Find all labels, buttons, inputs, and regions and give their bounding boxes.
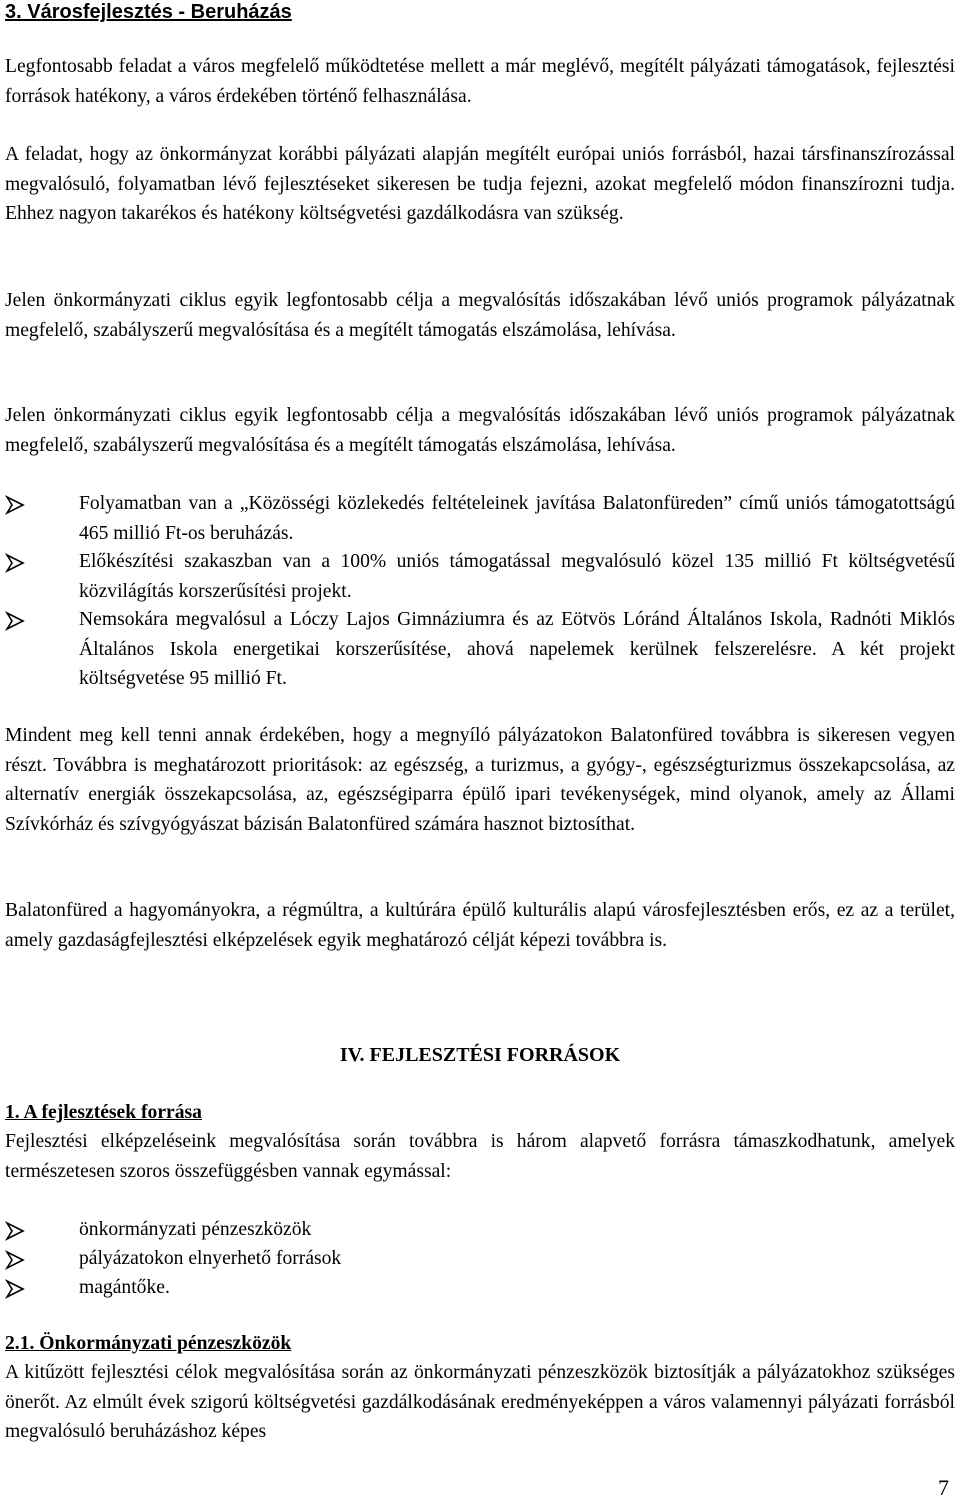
chapter-title: IV. FEJLESZTÉSI FORRÁSOK [339, 1044, 621, 1066]
page-number: 7 [938, 1475, 949, 1500]
arrowhead-bullet-icon [5, 1215, 25, 1245]
paragraph-5: Mindent meg kell tenni annak érdekében, hogy a megnyíló pályázatokon Balatonfüred továbbra is sikeresen vegyen részt. Továbbra is meghatározott prioritások: az egészség, a turizmus, a gyógy-, egészségturizmus összekapcsolása, az alternatív energiák összekapcsolása, az, egészségiparra épülő ipari tevékenységek, mind olyanok, amely az Állami Szívkórház és szívgyógyászat bázisán Balatonfüred számára hasznot biztosíthat. [5, 725, 955, 835]
project-text: Előkészítési szakaszban van a 100% uniós támogatással megvalósuló közel 135 millió Ft költségvetésű közvilágítás korszerűsítési projekt. [79, 551, 955, 602]
paragraph-1: Legfontosabb feladat a város megfelelő működtetése mellett a már meglévő, megítélt pályázati támogatások, fejlesztési források hatékony, a város érdekében történő felhasználása. [5, 56, 955, 107]
arrowhead-bullet-icon [5, 547, 25, 577]
paragraph-6: Balatonfüred a hagyományokra, a régmúltra, a kultúrára épülő kulturális alapú városfejlesztésben erős, ez az a terület, amely gazdaságfejlesztési elképzelések egyik meghatározó célját képezi továbbra is. [5, 900, 955, 951]
paragraph-4: Jelen önkormányzati ciklus egyik legfontosabb célja a megvalósítás időszakában lévő uniós programok pályázatnak megfelelő, szabályszerű megvalósítása és a megítélt támogatás elszámolása, lehívása. [5, 405, 955, 456]
project-item [5, 605, 955, 694]
arrowhead-bullet-icon [5, 605, 25, 635]
project-text: Folyamatban van a „Közösségi közlekedés feltételeinek javítása Balatonfüreden” című uniós támogatottságú 465 millió Ft-os beruházás. [79, 493, 955, 544]
source-text: önkormányzati pénzeszközök [79, 1219, 312, 1240]
source-item [5, 1215, 955, 1245]
paragraph-3: Jelen önkormányzati ciklus egyik legfontosabb célja a megvalósítás időszakában lévő uniós programok pályázatnak megfelelő, szabályszerű megvalósítása és a megítélt támogatás elszámolása, lehívása. [5, 290, 955, 341]
source-text: pályázatokon elnyerhető források [79, 1248, 342, 1269]
subsection-text: Fejlesztési elképzeléseink megvalósítása során továbbra is három alapvető forrásra támaszkodhatunk, amelyek természetesen szoros összefüggésben vannak egymással: [5, 1131, 955, 1182]
section-title: 3. Városfejlesztés - Beruházás [5, 1, 292, 23]
project-text: Nemsokára megvalósul a Lóczy Lajos Gimnáziumra és az Eötvös Lóránd Általános Iskola, Radnóti Miklós Általános Iskola energetikai korszerűsítése, ahová napelemek kerülnek felszerelésre. A két projekt költségvetése 95 millió Ft. [79, 609, 955, 689]
project-item [5, 547, 955, 606]
subsection-text: A kitűzött fejlesztési célok megvalósítása során az önkormányzati pénzeszközök biztosítják a pályázatokhoz szükséges önerőt. Az elmúlt évek szigorú költségvetési gazdálkodásának eredményeképpen a város valamennyi pályázati forrásból megvalósuló beruházáshoz képes [5, 1362, 955, 1442]
subsection-title: 2.1. Önkormányzati pénzeszközök [5, 1333, 292, 1354]
arrowhead-bullet-icon [5, 1244, 25, 1274]
arrowhead-bullet-icon [5, 1273, 25, 1303]
subsection-title: 1. A fejlesztések forrása [5, 1102, 202, 1123]
source-text: magántőke. [79, 1277, 170, 1298]
paragraph-2: A feladat, hogy az önkormányzat korábbi pályázati alapján megítélt európai uniós forrásból, hazai társfinanszírozással megvalósuló, folyamatban lévő fejlesztéseket sikeresen be tudja fejezni, azokat megfelelő módon finanszírozni tudja. Ehhez nagyon takarékos és hatékony költségvetési gazdálkodásra van szükség. [5, 144, 955, 224]
source-item [5, 1273, 955, 1303]
source-item [5, 1244, 955, 1274]
arrowhead-bullet-icon [5, 489, 25, 519]
project-item [5, 489, 955, 548]
